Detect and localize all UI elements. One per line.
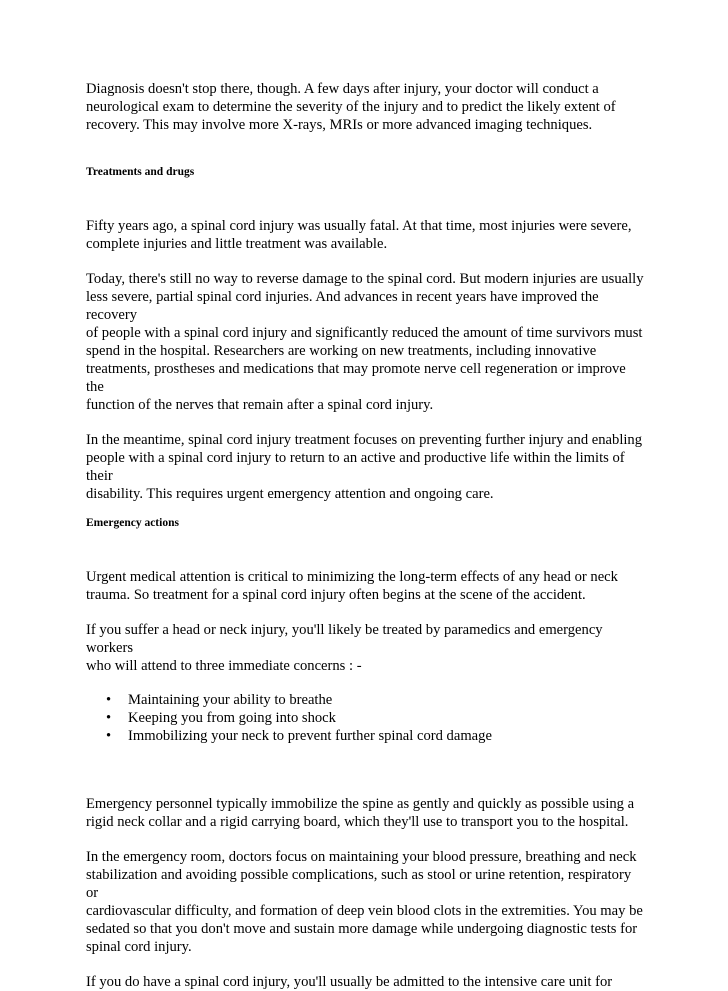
paragraph-today: Today, there's still no way to reverse damage to the spinal cord. But modern injuries are usually less severe, partial spinal cord injuries. And advances in recent years have improved the recovery of people with a spinal cord injury and significantly reduced the amount of time survivors must spend in the hospital. Researchers are working on new treatments, including innovative treatments, prostheses and medications that may promote nerve cell regeneration or improve the function of the nerves that remain after a spinal cord injury. — [86, 271, 644, 413]
document-page — [86, 80, 646, 991]
heading-treatments-and-drugs: Treatments and drugs — [86, 166, 195, 178]
list-item — [86, 691, 646, 709]
paragraph-intensive-care: If you do have a spinal cord injury, you'll usually be admitted to the intensive care unit for — [86, 974, 613, 990]
paragraph-in-the-meantime: In the meantime, spinal cord injury treatment focuses on preventing further injury and enabling people with a spinal cord injury to return to an active and productive life within the limits of their disability. This requires urgent emergency attention and ongoing care. — [86, 432, 643, 502]
list-item — [86, 727, 646, 745]
bullet-marker: • — [106, 710, 112, 726]
paragraph-urgent-attention: Urgent medical attention is critical to minimizing the long-term effects of any head or neck trauma. So treatment for a spinal cord injury often begins at the scene of the accident. — [86, 569, 618, 603]
paragraph-emergency-personnel: Emergency personnel typically immobilize the spine as gently and quickly as possible using a rigid neck collar and a rigid carrying board, which they'll use to transport you to the hospital. — [86, 796, 635, 830]
paragraph-emergency-room: In the emergency room, doctors focus on maintaining your blood pressure, breathing and neck stabilization and avoiding possible complications, such as stool or urine retention, respiratory or cardiovascular difficulty, and formation of deep vein blood clots in the extremities. You may be sedated so that you don't move and sustain more damage while undergoing diagnostic tests for spinal cord injury. — [86, 849, 643, 955]
bullet-marker: • — [106, 728, 112, 744]
bullet-marker: • — [106, 692, 112, 708]
heading-emergency-actions: Emergency actions — [86, 517, 179, 529]
emergency-concerns-list — [86, 691, 646, 745]
paragraph-if-you-suffer: If you suffer a head or neck injury, you'll likely be treated by paramedics and emergency workers who will attend to three immediate concerns : - — [86, 622, 603, 674]
paragraph-diagnosis: Diagnosis doesn't stop there, though. A few days after injury, your doctor will conduct a neurological exam to determine the severity of the injury and to predict the likely extent of recovery. This may involve more X-rays, MRIs or more advanced imaging techniques. — [86, 81, 616, 133]
list-item-text: Immobilizing your neck to prevent further spinal cord damage — [128, 728, 492, 744]
paragraph-fifty-years-ago: Fifty years ago, a spinal cord injury was usually fatal. At that time, most injuries were severe, complete injuries and little treatment was available. — [86, 218, 632, 252]
list-item-text: Maintaining your ability to breathe — [128, 692, 333, 708]
list-item — [86, 709, 646, 727]
list-item-text: Keeping you from going into shock — [128, 710, 336, 726]
